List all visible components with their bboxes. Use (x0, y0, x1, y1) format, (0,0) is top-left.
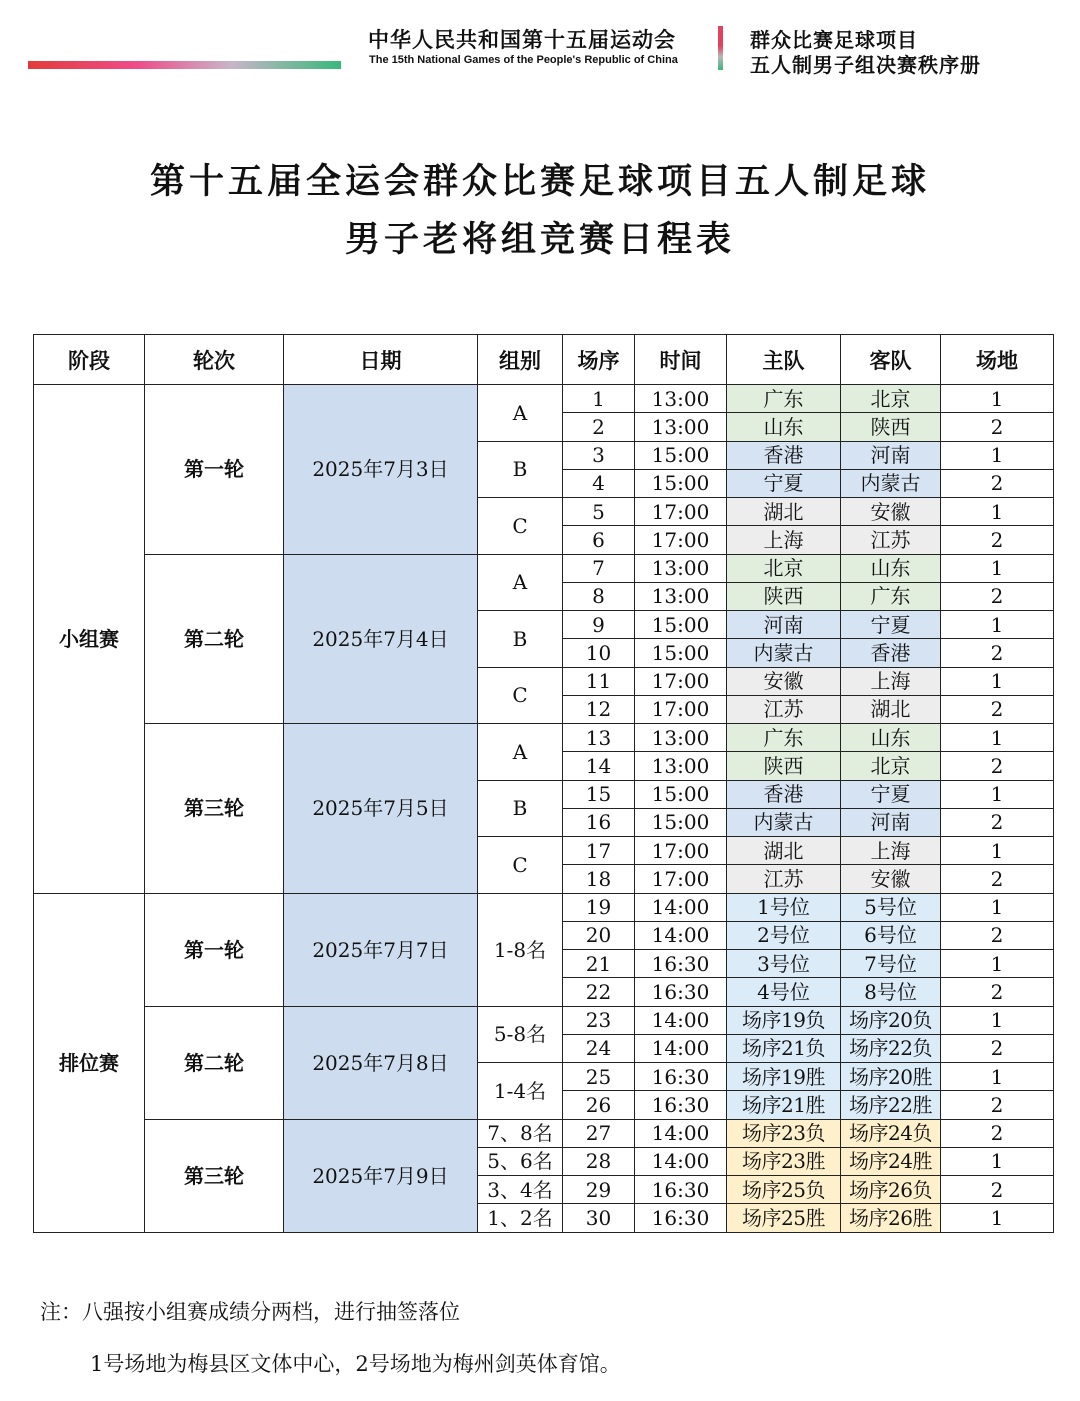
match-no: 7 (563, 554, 635, 582)
home-team: 香港 (727, 441, 841, 469)
venue: 1 (941, 950, 1054, 978)
venue: 2 (941, 526, 1054, 554)
match-time: 13:00 (635, 554, 727, 582)
venue: 1 (941, 893, 1054, 921)
group-cell: 1-8名 (478, 893, 563, 1006)
away-team: 广东 (841, 582, 941, 610)
match-no: 17 (563, 837, 635, 865)
match-no: 10 (563, 639, 635, 667)
round-cell: 第三轮 (145, 1119, 284, 1232)
away-team: 河南 (841, 441, 941, 469)
home-team: 广东 (727, 724, 841, 752)
home-team: 陕西 (727, 582, 841, 610)
note-seeding: 注：八强按小组赛成绩分两档，进行抽签落位 (40, 1300, 460, 1324)
round-cell: 第一轮 (145, 893, 284, 1006)
venue: 2 (941, 865, 1054, 893)
match-no: 22 (563, 978, 635, 1006)
venue: 1 (941, 1147, 1054, 1175)
header-home: 主队 (727, 335, 841, 385)
match-time: 16:30 (635, 978, 727, 1006)
venue: 1 (941, 498, 1054, 526)
group-cell: C (478, 837, 563, 894)
match-no: 25 (563, 1063, 635, 1091)
venue: 1 (941, 385, 1054, 413)
table-row (34, 724, 1054, 752)
match-time: 13:00 (635, 582, 727, 610)
match-time: 13:00 (635, 413, 727, 441)
home-team: 山东 (727, 413, 841, 441)
date-cell: 2025年7月8日 (284, 1006, 478, 1119)
venue: 2 (941, 639, 1054, 667)
venue: 1 (941, 780, 1054, 808)
table-row (34, 1006, 1054, 1034)
home-team: 江苏 (727, 695, 841, 723)
away-team: 江苏 (841, 526, 941, 554)
match-no: 26 (563, 1091, 635, 1119)
match-no: 8 (563, 582, 635, 610)
header-date: 日期 (284, 335, 478, 385)
table-row (34, 554, 1054, 582)
match-no: 30 (563, 1204, 635, 1232)
away-team: 宁夏 (841, 780, 941, 808)
header-time: 时间 (635, 335, 727, 385)
page-title-line2: 男子老将组竞赛日程表 (344, 220, 735, 260)
home-team: 河南 (727, 611, 841, 639)
match-time: 14:00 (635, 1119, 727, 1147)
home-team: 宁夏 (727, 469, 841, 497)
away-team: 场序20胜 (841, 1063, 941, 1091)
away-team: 上海 (841, 837, 941, 865)
match-no: 19 (563, 893, 635, 921)
match-no: 21 (563, 950, 635, 978)
group-cell: 5-8名 (478, 1006, 563, 1063)
group-cell: 5、6名 (478, 1147, 563, 1175)
group-cell: A (478, 385, 563, 442)
match-time: 16:30 (635, 1204, 727, 1232)
venue: 2 (941, 1119, 1054, 1147)
organizer-name-cn: 中华人民共和国第十五届运动会 (368, 28, 676, 52)
header-divider (718, 26, 723, 70)
group-cell: 3、4名 (478, 1176, 563, 1204)
home-team: 北京 (727, 554, 841, 582)
match-time: 15:00 (635, 780, 727, 808)
venue: 1 (941, 1063, 1054, 1091)
header-group: 组别 (478, 335, 563, 385)
match-time: 16:30 (635, 1091, 727, 1119)
home-team: 内蒙古 (727, 639, 841, 667)
venue: 2 (941, 469, 1054, 497)
venue: 1 (941, 441, 1054, 469)
match-no: 18 (563, 865, 635, 893)
away-team: 宁夏 (841, 611, 941, 639)
match-time: 16:30 (635, 1176, 727, 1204)
match-no: 13 (563, 724, 635, 752)
table-row (34, 385, 1054, 413)
page-title-line1: 第十五届全运会群众比赛足球项目五人制足球 (149, 162, 930, 202)
group-cell: A (478, 554, 563, 611)
match-no: 11 (563, 667, 635, 695)
venue: 2 (941, 1034, 1054, 1062)
match-time: 16:30 (635, 950, 727, 978)
round-cell: 第二轮 (145, 554, 284, 724)
away-team: 8号位 (841, 978, 941, 1006)
home-team: 场序23负 (727, 1119, 841, 1147)
match-time: 17:00 (635, 667, 727, 695)
header-round: 轮次 (145, 335, 284, 385)
away-team: 7号位 (841, 950, 941, 978)
away-team: 安徽 (841, 865, 941, 893)
away-team: 内蒙古 (841, 469, 941, 497)
match-no: 27 (563, 1119, 635, 1147)
match-no: 23 (563, 1006, 635, 1034)
match-time: 15:00 (635, 639, 727, 667)
match-time: 15:00 (635, 469, 727, 497)
home-team: 3号位 (727, 950, 841, 978)
away-team: 上海 (841, 667, 941, 695)
match-time: 14:00 (635, 893, 727, 921)
group-cell: 7、8名 (478, 1119, 563, 1147)
away-team: 北京 (841, 385, 941, 413)
home-team: 场序21胜 (727, 1091, 841, 1119)
match-time: 17:00 (635, 526, 727, 554)
venue: 1 (941, 837, 1054, 865)
away-team: 场序24胜 (841, 1147, 941, 1175)
header-away: 客队 (841, 335, 941, 385)
match-no: 24 (563, 1034, 635, 1062)
away-team: 香港 (841, 639, 941, 667)
venue: 2 (941, 695, 1054, 723)
match-no: 20 (563, 921, 635, 949)
venue: 2 (941, 413, 1054, 441)
match-no: 5 (563, 498, 635, 526)
away-team: 山东 (841, 724, 941, 752)
home-team: 2号位 (727, 921, 841, 949)
away-team: 陕西 (841, 413, 941, 441)
booklet-title-line2: 五人制男子组决赛秩序册 (750, 53, 981, 77)
match-time: 13:00 (635, 385, 727, 413)
match-no: 4 (563, 469, 635, 497)
home-team: 湖北 (727, 837, 841, 865)
table-row (34, 1119, 1054, 1147)
match-no: 28 (563, 1147, 635, 1175)
round-cell: 第一轮 (145, 385, 284, 555)
match-time: 14:00 (635, 1147, 727, 1175)
round-cell: 第三轮 (145, 724, 284, 894)
home-team: 湖北 (727, 498, 841, 526)
match-no: 12 (563, 695, 635, 723)
home-team: 香港 (727, 780, 841, 808)
away-team: 山东 (841, 554, 941, 582)
group-cell: 1-4名 (478, 1063, 563, 1120)
away-team: 场序26胜 (841, 1204, 941, 1232)
away-team: 场序22胜 (841, 1091, 941, 1119)
match-time: 14:00 (635, 1034, 727, 1062)
match-no: 2 (563, 413, 635, 441)
date-cell: 2025年7月4日 (284, 554, 478, 724)
schedule-table (33, 334, 1054, 1233)
group-cell: C (478, 498, 563, 555)
venue: 1 (941, 554, 1054, 582)
home-team: 1号位 (727, 893, 841, 921)
home-team: 广东 (727, 385, 841, 413)
date-cell: 2025年7月9日 (284, 1119, 478, 1232)
match-no: 1 (563, 385, 635, 413)
home-team: 场序25负 (727, 1176, 841, 1204)
organizer-name-en: The 15th National Games of the People's Republic of China (369, 54, 678, 66)
away-team: 北京 (841, 752, 941, 780)
header-match-no: 场序 (563, 335, 635, 385)
venue: 2 (941, 978, 1054, 1006)
note-venues: 1号场地为梅县区文体中心，2号场地为梅州剑英体育馆。 (90, 1352, 621, 1376)
match-time: 13:00 (635, 724, 727, 752)
home-team: 内蒙古 (727, 808, 841, 836)
away-team: 场序20负 (841, 1006, 941, 1034)
home-team: 场序23胜 (727, 1147, 841, 1175)
away-team: 场序24负 (841, 1119, 941, 1147)
venue: 2 (941, 582, 1054, 610)
match-time: 15:00 (635, 611, 727, 639)
venue: 1 (941, 724, 1054, 752)
home-team: 陕西 (727, 752, 841, 780)
match-time: 14:00 (635, 1006, 727, 1034)
match-no: 29 (563, 1176, 635, 1204)
date-cell: 2025年7月3日 (284, 385, 478, 555)
table-header-row (34, 335, 1054, 385)
date-cell: 2025年7月7日 (284, 893, 478, 1006)
home-team: 上海 (727, 526, 841, 554)
group-cell: A (478, 724, 563, 781)
match-time: 17:00 (635, 865, 727, 893)
venue: 2 (941, 808, 1054, 836)
header-venue: 场地 (941, 335, 1054, 385)
away-team: 河南 (841, 808, 941, 836)
match-no: 9 (563, 611, 635, 639)
match-no: 15 (563, 780, 635, 808)
venue: 1 (941, 1006, 1054, 1034)
date-cell: 2025年7月5日 (284, 724, 478, 894)
table-row (34, 893, 1054, 921)
home-team: 江苏 (727, 865, 841, 893)
match-time: 15:00 (635, 441, 727, 469)
away-team: 湖北 (841, 695, 941, 723)
match-no: 3 (563, 441, 635, 469)
match-no: 14 (563, 752, 635, 780)
match-time: 17:00 (635, 695, 727, 723)
home-team: 场序19胜 (727, 1063, 841, 1091)
home-team: 场序25胜 (727, 1204, 841, 1232)
match-no: 6 (563, 526, 635, 554)
venue: 2 (941, 752, 1054, 780)
home-team: 场序21负 (727, 1034, 841, 1062)
away-team: 6号位 (841, 921, 941, 949)
group-cell: B (478, 780, 563, 837)
match-time: 15:00 (635, 808, 727, 836)
stage-cell: 排位赛 (34, 893, 145, 1232)
venue: 2 (941, 921, 1054, 949)
match-time: 14:00 (635, 921, 727, 949)
stage-cell: 小组赛 (34, 385, 145, 894)
away-team: 5号位 (841, 893, 941, 921)
home-team: 4号位 (727, 978, 841, 1006)
venue: 1 (941, 1204, 1054, 1232)
header-stage: 阶段 (34, 335, 145, 385)
away-team: 场序26负 (841, 1176, 941, 1204)
away-team: 场序22负 (841, 1034, 941, 1062)
home-team: 安徽 (727, 667, 841, 695)
round-cell: 第二轮 (145, 1006, 284, 1119)
group-cell: B (478, 441, 563, 498)
match-no: 16 (563, 808, 635, 836)
venue: 2 (941, 1091, 1054, 1119)
home-team: 场序19负 (727, 1006, 841, 1034)
match-time: 13:00 (635, 752, 727, 780)
group-cell: C (478, 667, 563, 724)
match-time: 16:30 (635, 1063, 727, 1091)
match-time: 17:00 (635, 498, 727, 526)
group-cell: B (478, 611, 563, 668)
away-team: 安徽 (841, 498, 941, 526)
group-cell: 1、2名 (478, 1204, 563, 1232)
header-gradient-bar (28, 61, 341, 69)
booklet-title-line1: 群众比赛足球项目 (750, 28, 918, 52)
venue: 1 (941, 667, 1054, 695)
venue: 2 (941, 1176, 1054, 1204)
venue: 1 (941, 611, 1054, 639)
match-time: 17:00 (635, 837, 727, 865)
